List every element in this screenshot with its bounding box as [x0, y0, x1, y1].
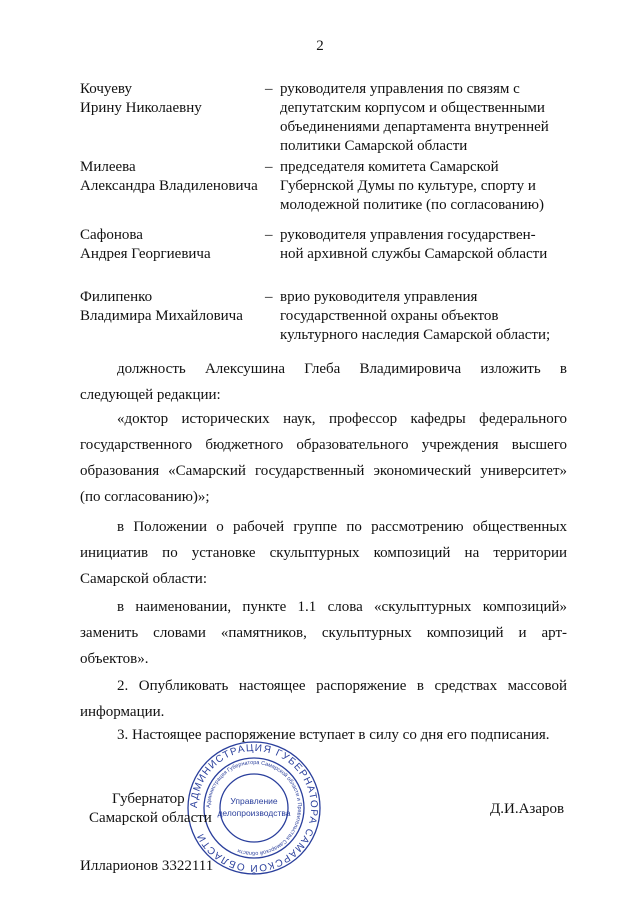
executor-line: Илларионов 3322111: [80, 858, 214, 874]
paragraph: 3. Настоящее распоряжение вступает в силу со дня его подписания.: [117, 727, 550, 743]
member-position: врио руководителя управления государственной охраны объектов культурного наследия Самарской области;: [280, 289, 551, 343]
signatory-name: Д.И.Азаров: [490, 801, 565, 817]
paragraph: в Положении о рабочей группе по рассмотрению общественных инициатив по установке скульптурных композиций на территории Самарской области:: [80, 519, 567, 587]
official-stamp: [186, 740, 322, 876]
dash: –: [265, 81, 273, 97]
stamp-center-line2: делопроизводства: [217, 808, 291, 818]
dash: –: [265, 227, 273, 243]
member-position: председателя комитета Самарской Губернской Думы по культуре, спорту и молодежной политике (по согласованию): [280, 159, 544, 213]
page-number: 2: [316, 38, 324, 54]
member-name: Филипенко Владимира Михайловича: [80, 289, 243, 324]
member-name: Сафонова Андрея Георгиевича: [80, 227, 211, 262]
member-name: Милеева Александра Владиленовича: [80, 159, 258, 194]
paragraph: должность Алексушина Глеба Владимировича изложить в следующей редакции:: [80, 361, 567, 403]
stamp-inner-text: Администрация Губернатора Самарской области и Правительства Самарской области: [205, 759, 303, 857]
dash: –: [265, 159, 273, 175]
stamp-center-line1: Управление: [230, 796, 278, 806]
paragraph: «доктор исторических наук, профессор кафедры федерального государственного бюджетного образовательного учреждения высшего образования «Самарский государственный экономический университет» (по согласованию)»;: [80, 411, 567, 505]
signatory-title-line1: Губернатор: [112, 791, 185, 807]
paragraph: в наименовании, пункте 1.1 слова «скульптурных композиций» заменить словами «памятников, скульптурных композиций и арт- объектов».: [80, 599, 567, 667]
member-name: Кочуеву Ирину Николаевну: [80, 81, 202, 116]
member-position: руководителя управления государствен- ной архивной службы Самарской области: [280, 227, 548, 262]
member-position: руководителя управления по связям с депутатским корпусом и общественными объединениями департамента внутренней политики Самарской области: [280, 81, 549, 154]
dash: –: [265, 289, 273, 305]
stamp-outer-text: АДМИНИСТРАЦИЯ ГУБЕРНАТОРА САМАРСКОЙ ОБЛАСТИ: [188, 742, 320, 874]
paragraph: 2. Опубликовать настоящее распоряжение в средствах массовой информации.: [80, 678, 567, 720]
signatory-title-line2: Самарской области: [89, 810, 212, 826]
